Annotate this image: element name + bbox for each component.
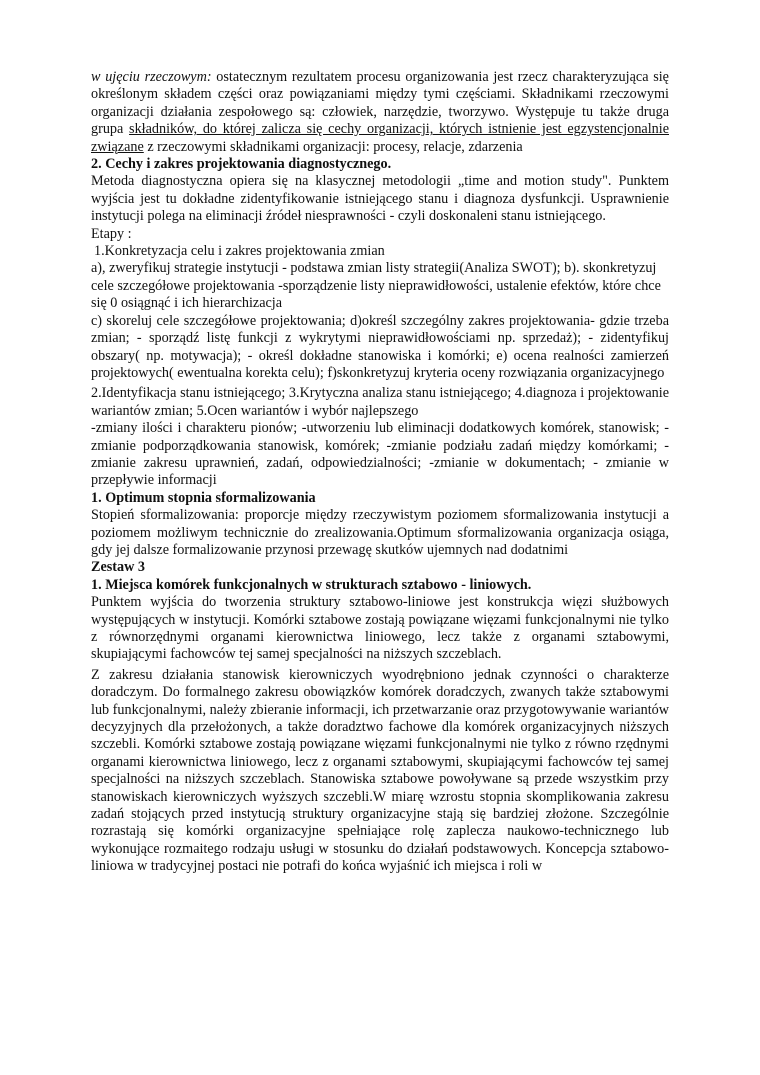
paragraph-steps-cf: c) skoreluj cele szczegółowe projektowania; d)określ szczególny zakres projektowania- gdzie trzeba zmian; - sporządź listę funkcji z wykrytymi nieprawidłowościami np. sprzedaż); - zidentyfikuj obszary( np. motywacja); - określ dokładne stanowiska i komórki; e) ocena realności zamierzeń projektowych( ewentualna korekta celu); f)skonkretyzuj kryteria oceny rozwiązania organizacyjnego	[91, 312, 669, 381]
paragraph-metoda: Metoda diagnostyczna opiera się na klasycznej metodologii „time and motion study". Punktem wyjścia jest tu dokładne zidentyfikowanie istniejącego stanu i diagnoza dysfunkcji. Usprawnienie instytucji polega na eliminacji źródeł niesprawności - czyli doskonaleni stanu istniejącego.	[91, 173, 669, 225]
paragraph-text: z rzeczowymi składnikami organizacji: procesy, relacje, zdarzenia	[143, 138, 523, 155]
paragraph-step-b: cele szczegółowe projektowania -sporządzenie listy nieprawidłowości, ustalenie efektów, które chce	[91, 277, 661, 294]
paragraph-steps-2-5: 2.Identyfikacja stanu istniejącego; 3.Krytyczna analiza stanu istniejącego; 4.diagnoza i projektowanie wariantów zmian; 5.Ocen wariantów i wybór najlepszego	[91, 385, 669, 419]
paragraph-text: ostatecznym rezultatem procesu organizowania jest rzecz charakteryzująca się określonym składem części oraz powiązaniami między tymi częściami. Składnikami rzeczowymi organizacji działania zespołowego są: człowiek, narzędzie, tworzywo. Występuje tu także druga grupa	[91, 69, 669, 138]
italic-term: w ujęciu rzeczowym:	[91, 69, 212, 85]
etapy-label: Etapy :	[91, 225, 132, 242]
paragraph-zmiany: -zmiany ilości i charakteru pionów; -utworzeniu lub eliminacji dodatkowych komórek, stanowisk; -zmianie podporządkowania stanowisk, komórek; -zmianie podziału zadań między komórkami; -zmianie zakresu uprawnień, zadań, odpowiedzialności; -zmianie w dokumentach; - zmianie w przepływie informacji	[91, 420, 669, 489]
paragraph-zakres: Z zakresu działania stanowisk kierowniczych wyodrębniono jednak czynności o charakterze doradczym. Do formalnego zakresu obowiązków komórek doradczych, zwanych także sztabowymi lub funkcjonalnymi, należy zbieranie informacji, ich przetwarzanie oraz przygotowywanie wariantów decyzyjnych dla przełożonych, a także doradztwo fachowe dla komórek organizacyjnych niższych szczebli. Komórki sztabowe zostają powiązane więzami funkcjonalnymi nie tylko z równo rzędnymi organami kierownictwa liniowego, lecz z organami sztabowymi, skupiającymi fachowców tej samej specjalności na niższych szczeblach. Stanowiska sztabowe powoływane są przede wszystkim przy stanowiskach kierowniczych wyższych szczebli.W miarę wzrostu stopnia skomplikowania zakresu zadań stojących przed instytucją struktury organizacyjne stają się bardziej złożone. Szczególnie rozrastają się komórki organizacyjne spełniające rolę zaplecza naukowo-technicznego lub wykonujące rozmaitego rodzaju usługi w stosunku do działań podstawowych. Koncepcja sztabowo-liniowa w tradycyjnej postaci nie potrafi do końca wyjaśnić ich miejsca i roli w	[91, 666, 669, 875]
paragraph-stopien: Stopień sformalizowania: proporcje między rzeczywistym poziomem sformalizowania instytucji a poziomem możliwym technicznie do zrealizowania.Optimum sformalizowania organizacja osiąga, gdy jej dalsze formalizowanie przynosi przewagę skutków ujemnych nad dodatnimi	[91, 507, 669, 558]
underlined-text: składników, do której zalicza się cechy organizacji, których istnienie jest egzystencjonalnie związane	[91, 121, 669, 155]
heading-zestaw: Zestaw 3	[91, 559, 145, 576]
paragraph-rzeczowym	[91, 69, 669, 156]
heading-miejsca: 1. Miejsca komórek funkcjonalnych w strukturach sztabowo - liniowych.	[91, 576, 532, 593]
paragraph-punktem: Punktem wyjścia do tworzenia struktury sztabowo-liniowe jest konstrukcja więzi służbowych występujących w instytucji. Komórki sztabowe zostają powiązane więzami funkcjonalnymi nie tylko z równorzędnymi organami kierownictwa liniowego, lecz także z organami sztabowymi, skupiającymi fachowców tej samej specjalności na niższych szczeblach.	[91, 594, 669, 663]
heading-optimum: 1. Optimum stopnia sformalizowania	[91, 489, 316, 506]
step-1: 1.Konkretyzacja celu i zakres projektowania zmian	[94, 243, 385, 260]
paragraph-step-c: się 0 osiągnąć i ich hierarchizacja	[91, 295, 283, 312]
heading-cechy: 2. Cechy i zakres projektowania diagnostycznego.	[91, 156, 392, 173]
paragraph-step-a: a), zweryfikuj strategie instytucji - podstawa zmian listy strategii(Analiza SWOT); b). skonkretyzuj	[91, 260, 657, 277]
